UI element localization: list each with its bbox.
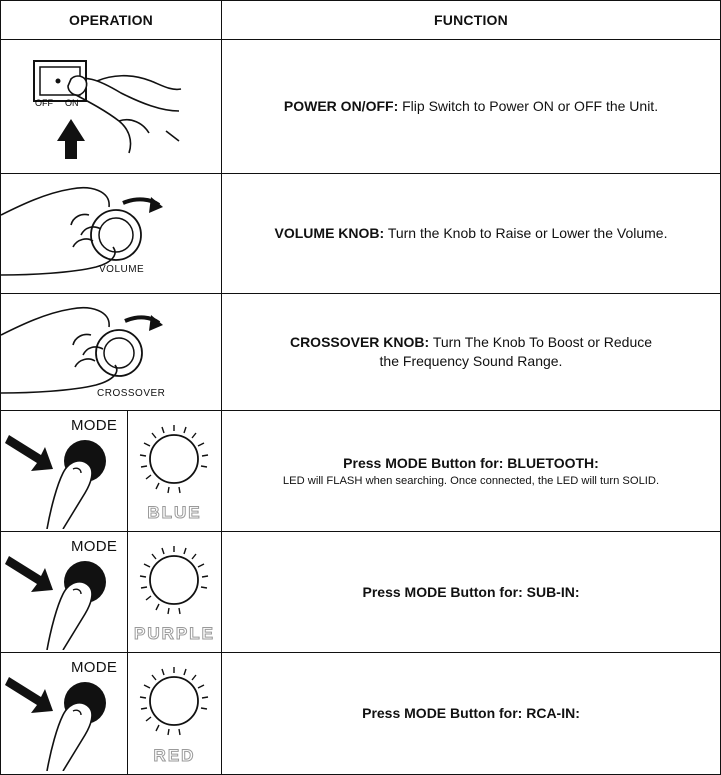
subin-function (222, 532, 721, 653)
crossover-title: CROSSOVER KNOB: (289, 334, 430, 350)
table-row (1, 653, 721, 775)
table-row (1, 40, 721, 174)
crossover-text: Turn The Knob To Boost or Reduce (429, 334, 653, 350)
bluetooth-function (222, 411, 721, 532)
led-ring-panel (128, 532, 221, 652)
volume-knob-illustration (1, 174, 222, 294)
mode-button-panel (1, 653, 128, 774)
table-header-row (1, 1, 721, 40)
mode-subin-illustration (1, 532, 222, 653)
rcain-title: Press MODE Button for: RCA-IN: (362, 705, 580, 721)
led-ring-icon (128, 532, 220, 622)
function-header: FUNCTION (222, 1, 721, 40)
mode-label: MODE (71, 659, 118, 676)
crossover-function (222, 294, 721, 411)
power-switch-illustration (1, 40, 222, 174)
mode-rcain-illustration (1, 653, 222, 775)
off-label: OFF (35, 97, 53, 108)
led-ring-icon (128, 411, 220, 501)
table-row (1, 174, 721, 294)
led-color-label: BLUE (147, 503, 202, 522)
power-function (222, 40, 721, 174)
bluetooth-title: Press MODE Button for: BLUETOOTH: (343, 454, 599, 471)
subin-title: Press MODE Button for: SUB-IN: (362, 583, 580, 600)
mode-label: MODE (71, 417, 118, 434)
led-color-label: RED (153, 746, 196, 765)
led-ring-icon (128, 653, 220, 743)
table-row (1, 532, 721, 653)
rcain-function (222, 653, 721, 775)
volume-function (222, 174, 721, 294)
led-ring-panel (128, 653, 221, 774)
crossover-knob-illustration (1, 294, 222, 411)
volume-text: Turn the Knob to Raise or Lower the Volume. (384, 225, 668, 241)
on-label: ON (65, 97, 79, 108)
power-text: Flip Switch to Power ON or OFF the Unit. (398, 98, 659, 114)
table-row (1, 294, 721, 411)
table-row (1, 411, 721, 532)
volume-title: VOLUME KNOB: (274, 225, 385, 241)
mode-bluetooth-illustration (1, 411, 222, 532)
power-title: POWER ON/OFF: (283, 98, 399, 114)
mode-button-panel (1, 532, 128, 652)
mode-label: MODE (71, 538, 118, 555)
power-switch-icon (1, 41, 219, 173)
operation-header: OPERATION (1, 1, 222, 40)
volume-knob-label: VOLUME (99, 264, 145, 275)
led-color-label: PURPLE (134, 624, 215, 643)
led-ring-panel (128, 411, 221, 531)
crossover-text-2: the Frequency Sound Range. (379, 353, 563, 369)
mode-button-panel (1, 411, 128, 531)
crossover-knob-label: CROSSOVER (97, 388, 166, 399)
bluetooth-note: LED will FLASH when searching. Once connected, the LED will turn SOLID. (282, 474, 660, 487)
